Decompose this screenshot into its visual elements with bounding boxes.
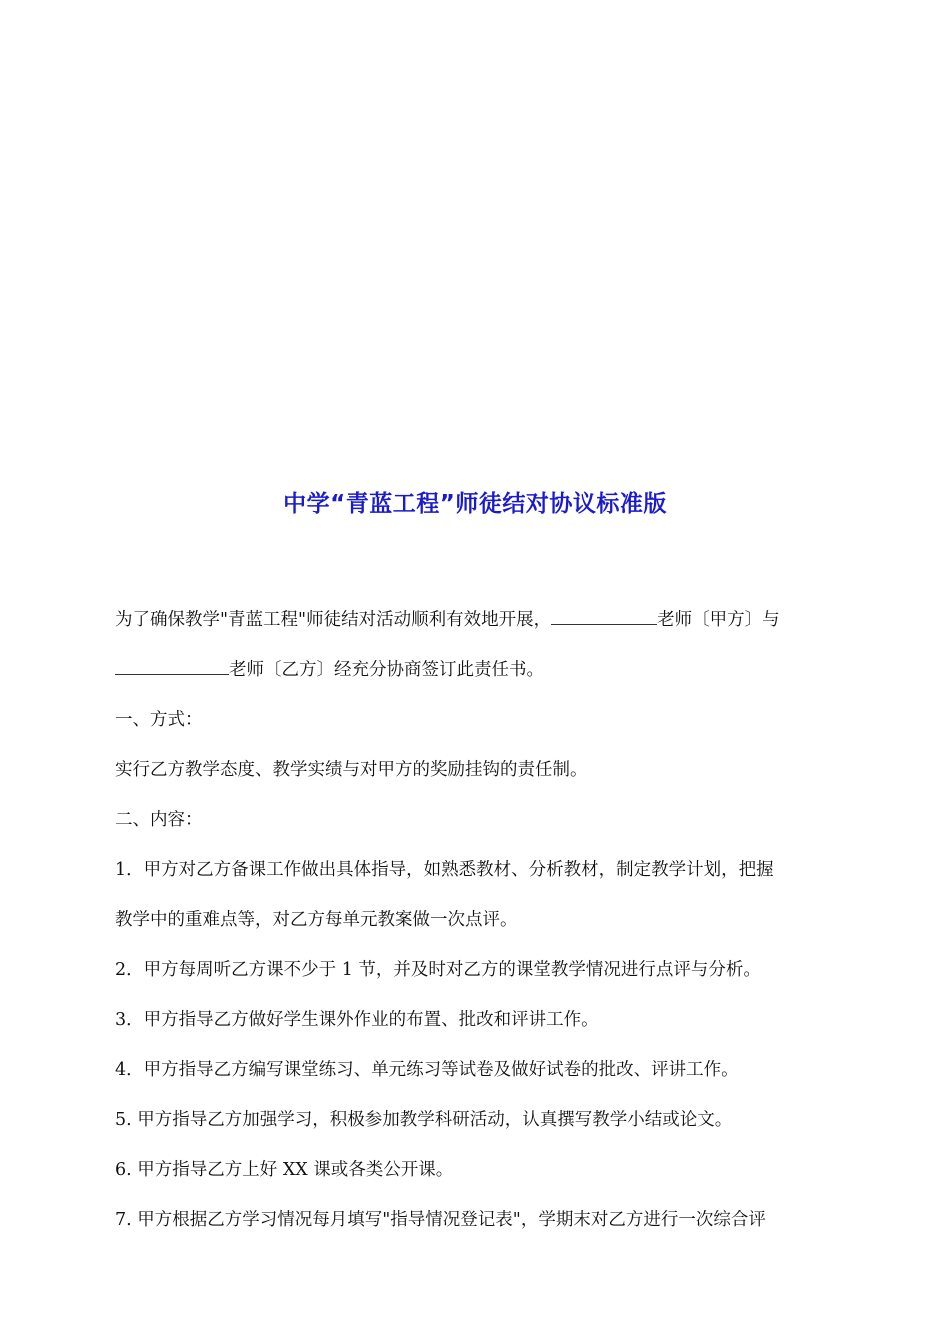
item-1-line-1: 1．甲方对乙方备课工作做出具体指导，如熟悉教材、分析教材，制定教学计划，把握 <box>115 860 774 880</box>
section1-heading: 一、方式： <box>115 710 203 730</box>
item-5: 5. 甲方指导乙方加强学习，积极参加教学科研活动，认真撰写教学小结或论文。 <box>115 1110 733 1130</box>
section1-text: 实行乙方教学态度、教学实绩与对甲方的奖励挂钩的责任制。 <box>115 760 588 780</box>
intro-text-part3: 老师〔乙方〕经充分协商签订此责任书。 <box>229 660 544 680</box>
item-4: 4．甲方指导乙方编写课堂练习、单元练习等试卷及做好试卷的批改、评讲工作。 <box>115 1060 739 1080</box>
item-3: 3．甲方指导乙方做好学生课外作业的布置、批改和评讲工作。 <box>115 1010 599 1030</box>
item-6: 6. 甲方指导乙方上好 XX 课或各类公开课。 <box>115 1160 454 1180</box>
document-title: 中学“青蓝工程”师徒结对协议标准版 <box>283 491 667 517</box>
intro-text-part2: 老师〔甲方〕与 <box>657 610 780 630</box>
intro-text-part1: 为了确保教学"青蓝工程"师徒结对活动顺利有效地开展， <box>115 610 552 630</box>
intro-line-1 <box>115 600 840 650</box>
item-2: 2．甲方每周听乙方课不少于 1 节，并及时对乙方的课堂教学情况进行点评与分析。 <box>115 960 761 980</box>
party-b-name-blank <box>115 673 229 675</box>
party-a-name-blank <box>551 623 657 625</box>
section2-heading: 二、内容： <box>115 810 203 830</box>
document-body <box>115 600 840 1250</box>
item-1-line-2: 教学中的重难点等，对乙方每单元教案做一次点评。 <box>115 910 518 930</box>
intro-line-2 <box>115 650 840 700</box>
item-7-line-1: 7. 甲方根据乙方学习情况每月填写"指导情况登记表"，学期末对乙方进行一次综合评 <box>115 1210 766 1230</box>
